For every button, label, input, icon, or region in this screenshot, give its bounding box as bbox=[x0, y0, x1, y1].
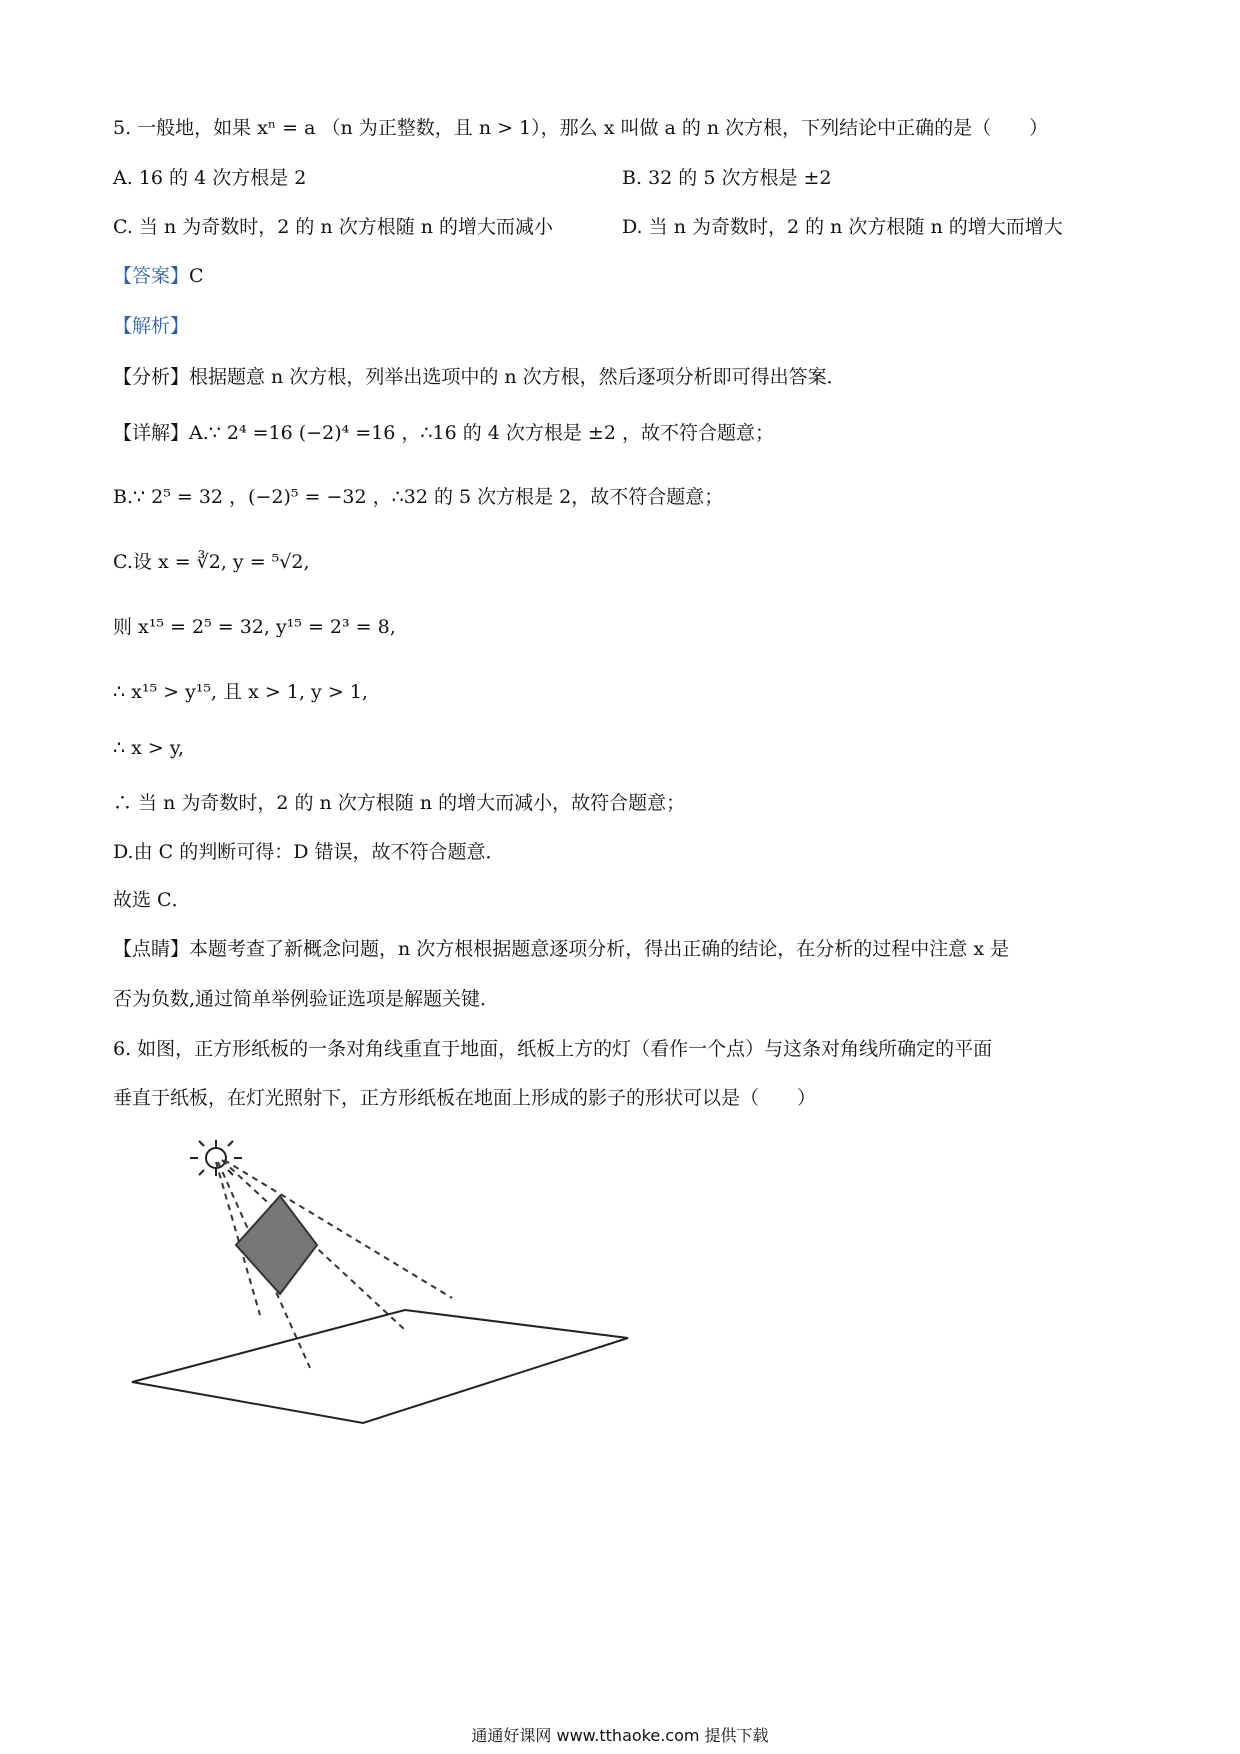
q6-stem-1: 6. 如图，正方形纸板的一条对角线重直于地面，纸板上方的灯（看作一个点）与这条对角线所确定的平面 bbox=[113, 1038, 993, 1060]
option-label: D. bbox=[622, 216, 643, 238]
q5-option-d bbox=[622, 214, 1063, 240]
q5-option-b bbox=[622, 165, 832, 191]
xiangjie-a: A.∵ 2⁴ =16 (−2)⁴ =16 ，∴16 的 4 次方根是 ±2 ，故不符合题意； bbox=[189, 422, 774, 444]
option-label: B. bbox=[622, 167, 643, 189]
option-label: A. bbox=[113, 167, 133, 189]
option-text: 32 的 5 次方根是 ±2 bbox=[648, 167, 832, 189]
answer-value: C bbox=[189, 265, 204, 287]
footer: 通通好课网 www.tthaoke.com 提供下载 bbox=[471, 1726, 769, 1745]
dianjing-tag: 【点睛】 bbox=[113, 938, 190, 960]
q5-option-a bbox=[113, 165, 306, 191]
solution-b: B.∵ 2⁵ = 32 ，(−2)⁵ = −32 ，∴32 的 5 次方根是 2，故不符合题意； bbox=[113, 486, 724, 508]
fenxi-text: 根据题意 n 次方根，列举出选项中的 n 次方根，然后逐项分析即可得出答案． bbox=[189, 366, 846, 388]
analysis-tag: 【解析】 bbox=[113, 315, 190, 337]
dianjing-line-1 bbox=[113, 936, 1009, 962]
solution-c2: 则 x¹⁵ = 2⁵ = 32, y¹⁵ = 2³ = 8, bbox=[113, 616, 396, 638]
option-text: 16 的 4 次方根是 2 bbox=[138, 167, 307, 189]
solution-c3: ∴ x¹⁵ > y¹⁵, 且 x > 1, y > 1, bbox=[113, 681, 368, 703]
option-label: C. bbox=[113, 216, 133, 238]
q6-stem-2: 垂直于纸板，在灯光照射下，正方形纸板在地面上形成的影子的形状可以是（ ） bbox=[113, 1087, 817, 1109]
dianjing-line-2: 否为负数,通过简单举例验证选项是解题关键． bbox=[113, 988, 500, 1010]
light-rays bbox=[216, 1160, 452, 1368]
fenxi-line bbox=[113, 364, 846, 390]
dianjing-text-1: 本题考查了新概念问题，n 次方根根据题意逐项分析，得出正确的结论，在分析的过程中注意 x 是 bbox=[189, 938, 1010, 960]
xiangjie-line bbox=[113, 420, 774, 446]
answer-line bbox=[113, 263, 204, 289]
q5-option-c bbox=[113, 214, 553, 240]
shadow-figure bbox=[120, 1140, 640, 1440]
solution-d: D.由 C 的判断可得：D 错误，故不符合题意． bbox=[113, 841, 505, 863]
solution-c4: ∴ x > y, bbox=[113, 737, 185, 759]
square-board bbox=[236, 1196, 317, 1294]
solution-c5: ∴ 当 n 为奇数时，2 的 n 次方根随 n 的增大而减小，故符合题意； bbox=[113, 792, 686, 814]
answer-tag: 【答案】 bbox=[113, 265, 190, 287]
solution-choose: 故选 C． bbox=[113, 889, 191, 911]
q5-stem: 5. 一般地，如果 xⁿ = a （n 为正整数，且 n > 1），那么 x 叫做 a 的 n 次方根，下列结论中正确的是（ ） bbox=[113, 117, 1049, 139]
option-text: 当 n 为奇数时，2 的 n 次方根随 n 的增大而增大 bbox=[648, 216, 1063, 238]
xiangjie-tag: 【详解】 bbox=[113, 422, 190, 444]
ground-plane bbox=[132, 1310, 628, 1423]
solution-c: C.设 x = ∛2, y = ⁵√2, bbox=[113, 551, 310, 573]
option-text: 当 n 为奇数时，2 的 n 次方根随 n 的增大而减小 bbox=[138, 216, 554, 238]
fenxi-tag: 【分析】 bbox=[113, 366, 190, 388]
